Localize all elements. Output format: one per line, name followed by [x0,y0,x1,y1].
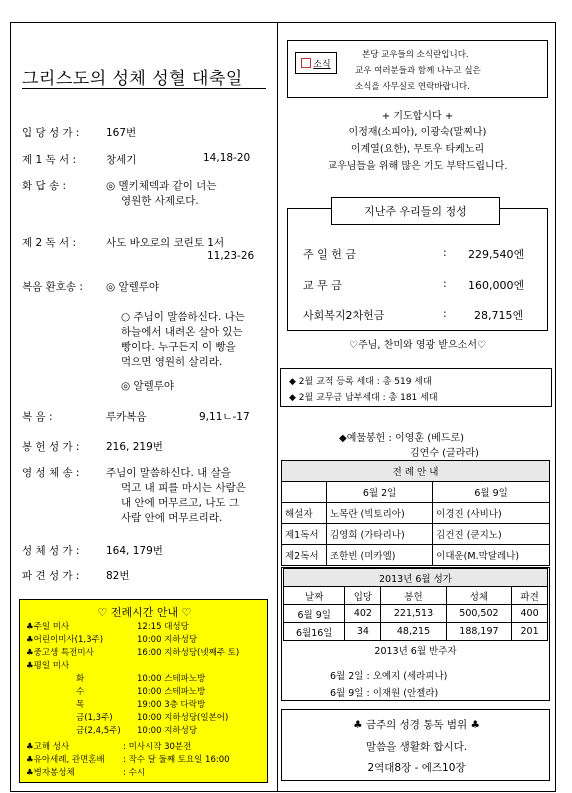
news-logo-text: 소식 [313,59,331,70]
offering-amount: 229,540엔 [468,248,525,261]
gospel-ref: 9,11ㄴ-17 [199,411,250,423]
bible-reading-box [281,709,550,781]
communion-hymn-label: 성 체 성 가 : [22,545,80,557]
table-cell: 221,513 [381,605,446,623]
acclamation-line-3: 빵이다. 누구든지 이 빵을 [121,341,236,353]
table-cell: 201 [512,623,548,641]
psalm-value-2: 영원한 사제로다. [121,195,199,207]
stats-header: 파견 [512,587,548,605]
service-header-cell: 6월 2일 [327,482,433,503]
offering-colon: : [443,246,447,259]
offering-amount: 160,000엔 [468,279,525,292]
stats-header: 성체 [446,587,511,605]
mass-line-value: : 수시 [123,768,145,778]
table-cell: 김건진 (쿤지노) [433,524,550,545]
offertory-hymn-label: 봉 헌 성 가 : [22,441,80,453]
offering-label: 사회복지2차헌금 [303,309,385,322]
mass-line-value: 12:15 대성당 [137,622,189,632]
news-logo [295,52,337,74]
second-reading-label: 제 2 독 서 : [22,237,76,249]
table-row [282,545,550,566]
blessing-text: ♡주님, 찬미와 영광 받으소서♡ [349,340,486,351]
table-cell: 조한빈 (미카엘) [327,545,433,566]
table-row [282,524,550,545]
table-cell: 6월 9일 [284,605,345,623]
mass-line-value: 10:00 지하성당 [137,726,198,736]
mass-line-label: 수 [76,687,85,697]
column-divider [277,22,278,792]
news-box [287,40,548,98]
registration-line-2: ◆ 2월 교무금 납부세대 : 총 181 세대 [289,393,438,403]
news-line-2: 교우 여러분들과 함께 나누고 싶은 [355,66,481,76]
mass-line-value: 10:00 스테파노방 [137,674,206,684]
mass-line-label: ♣중고생 특전미사 [26,648,94,658]
bible-line-2: 2역대8장 - 에즈10장 [367,762,466,774]
house-icon [301,58,311,68]
gospel-label: 복 음 : [22,411,53,423]
second-reading-value: 사도 바오로의 코린토 1서 [106,237,225,249]
entrance-hymn-label: 입 당 성 가 : [22,127,80,139]
mass-line-value: : 작수 달 둘째 토요일 16:00 [123,755,230,765]
second-reading-ref: 11,23-26 [207,250,255,262]
entrance-hymn-value: 167번 [106,127,137,139]
table-cell: 김영희 (가타리나) [327,524,433,545]
offering-label: 주 일 헌 금 [303,248,356,261]
prayer-line-3: 교우님들을 위해 많은 기도 부탁드립니다. [327,161,508,172]
registration-box [280,368,552,407]
table-cell: 해설자 [282,503,327,524]
mass-line-label: 금(2,4,5주) [76,726,121,736]
mass-line-label: ♣병자봉성체 [26,768,75,778]
prayer-line-2: 이계열(요한), 무토우 타케노리 [350,144,485,155]
mass-line-label: ♣주일 미사 [26,622,70,632]
prayer-title: + 기도합시다 + [381,111,454,122]
service-table [281,460,550,566]
flowers-line-2: 김연수 (글라라) [410,448,479,459]
acclamation-line-2: 하늘에서 내려온 살아 있는 [121,326,243,338]
communion-hymn-value: 164, 179번 [106,545,163,557]
mass-line-label: 화 [76,674,85,684]
accompanist-title: 2013년 6월 반주자 [284,641,548,659]
psalm-label: 화 답 송 : [22,180,66,192]
table-cell: 34 [345,623,381,641]
acclamation-end: ◎ 알렐루야 [121,380,175,392]
table-row [284,623,548,641]
mass-line-label: 금(1,3주) [76,713,113,723]
communion-antiphon-label: 영 성 체 송 : [22,467,80,479]
mass-line-value: 10:00 지하성당(일본어) [137,713,229,723]
table-cell: 제2독서 [282,545,327,566]
stats-header: 입당 [345,587,381,605]
mass-line-value: 10:00 지하성당 [137,635,198,645]
stats-header: 날짜 [284,587,345,605]
gospel-acclamation-label: 복음 환호송 : [22,281,83,293]
offering-amount: 28,715엔 [474,309,524,322]
table-cell: 노목란 (빅토리아) [327,503,433,524]
title-underline [22,88,266,89]
offering-colon: : [443,277,447,290]
psalm-value: ◎ 멜키체덱과 같이 너는 [106,180,217,192]
mass-line-value: 16:00 지하성당(넷째주 토) [137,648,240,658]
offertory-hymn-value: 216, 219번 [106,441,163,453]
mass-line-label: ♣어린이미사(1,3주) [26,635,104,645]
mass-line-label: ♣평일 미사 [26,661,70,671]
news-line-1: 본당 교우들의 소식란입니다. [362,50,469,60]
stats-title: 2013년 6월 성가 [284,569,548,587]
mass-line-label: ♣고해 성사 [26,742,70,752]
offering-title: 지난주 우리들의 정성 [331,197,500,225]
prayer-line-1: 이정재(소피아), 이광숙(말찌나) [348,127,487,138]
table-cell: 400 [512,605,548,623]
service-header-cell [282,482,327,503]
page-title: 그리스도의 성체 성혈 대축일 [22,69,243,89]
mass-line-value: 10:00 스테파노방 [137,687,206,697]
hymn-stats-table [283,568,548,658]
bible-line-1: 말씀을 생활화 합시다. [365,741,468,753]
first-reading-value: 창세기 [106,154,137,166]
table-cell: 188,197 [446,623,511,641]
mass-line-label: 목 [76,700,85,710]
table-cell: 이경진 (사비나) [433,503,550,524]
table-cell: 이대운(M.막달레나) [433,545,550,566]
acclamation-line-1: ○ 주님이 말씀하신다. 나는 [121,311,245,323]
mass-line-value: 19:00 3층 다락방 [137,700,206,710]
mass-times-box [19,599,268,783]
registration-line-1: ◆ 2월 교적 등록 세대 : 총 519 세대 [289,377,432,387]
gospel-acclamation-value: ◎ 알렐루야 [106,281,160,293]
table-cell: 500,502 [446,605,511,623]
mass-times-title: ♡ 전례시간 안내 ♡ [97,606,192,619]
recessional-hymn-label: 파 견 성 가 : [22,570,80,582]
accompanist-line-2: 6월 9일 : 이재원 (안젤라) [330,688,439,699]
stats-header: 봉헌 [381,587,446,605]
accompanist-line-1: 6월 2일 : 오예지 (세라피나) [330,671,448,682]
mass-line-label: ♣유아세례, 관면혼배 [26,755,105,765]
table-row [282,503,550,524]
recessional-hymn-value: 82번 [106,570,130,582]
gospel-value: 루카복음 [106,411,147,423]
news-line-3: 소식을 사무실로 연락바랍니다. [355,82,470,92]
first-reading-label: 제 1 독 서 : [22,154,76,166]
acclamation-line-4: 먹으면 영원히 살리라. [121,356,223,368]
service-header-cell: 6월 9일 [433,482,550,503]
service-table-title: 전 례 안 내 [282,461,550,482]
table-cell: 제1독서 [282,524,327,545]
mass-line-value: : 미사시작 30분전 [123,742,192,752]
communion-antiphon-value: 주님이 말씀하신다. 내 살을 [106,467,231,479]
communion-antiphon-3: 내 안에 머무르고, 나도 그 [121,497,240,509]
table-cell: 6월16일 [284,623,345,641]
offering-colon: : [443,307,447,320]
flowers-line-1: ◆예물봉헌 : 이영훈 (베드로) [339,433,464,444]
first-reading-ref: 14,18-20 [203,152,251,164]
bible-title: ♣ 금주의 성경 통독 범위 ♣ [353,719,480,731]
table-cell: 402 [345,605,381,623]
communion-antiphon-4: 사람 안에 머무르리라. [121,512,223,524]
offering-label: 교 무 금 [303,279,342,292]
table-cell: 48,215 [381,623,446,641]
table-row [284,605,548,623]
communion-antiphon-2: 먹고 내 피를 마시는 사람은 [121,482,246,494]
